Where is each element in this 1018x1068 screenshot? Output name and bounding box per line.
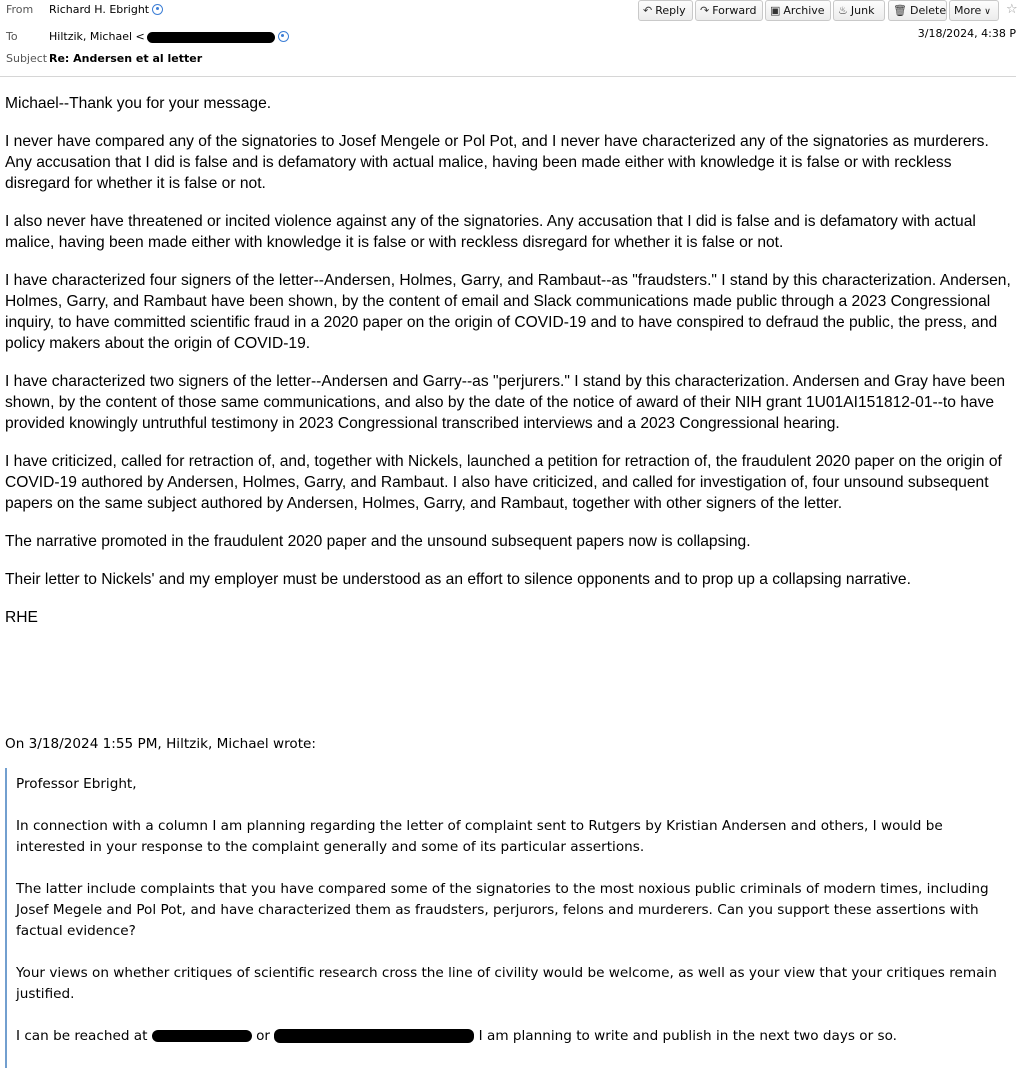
chevron-down-icon: ∨ (984, 7, 991, 17)
redaction-mark (147, 32, 275, 43)
body-paragraph: The narrative promoted in the fraudulent 2020 paper and the unsound subsequent papers now is collapsing. (5, 533, 751, 550)
archive-label: Archive (783, 4, 825, 17)
from-label: From (6, 3, 34, 16)
forward-arrow-icon: ↷ (700, 4, 710, 17)
to-name[interactable]: Hiltzik, Michael < (49, 30, 145, 43)
reply-label: Reply (655, 4, 686, 17)
quote-attribution: On 3/18/2024 1:55 PM, Hiltzik, Michael wrote: (5, 736, 316, 752)
from-name[interactable]: Richard H. Ebright (49, 3, 150, 16)
contact-line-start: I can be reached at (16, 1028, 148, 1044)
quoted-message (5, 768, 1015, 1068)
junk-label: Junk (850, 4, 875, 17)
redacted-email-link[interactable] (274, 1029, 474, 1043)
reply-arrow-icon: ↶ (643, 4, 653, 17)
forward-button[interactable] (695, 0, 763, 21)
quoted-paragraph: The latter include complaints that you have compared some of the signatories to the most noxious public criminals of modern times, including Josef Megele and Pol Pot, and have characterized them as fraudsters, perjurors, felons and murderers. Can you support these assertions with factual evidence? (16, 881, 989, 939)
to-value[interactable] (49, 27, 289, 47)
trash-icon: 🗑 (893, 4, 907, 17)
message-date: 3/18/2024, 4:38 P (917, 27, 1016, 40)
delete-label: Delete (909, 4, 947, 17)
body-paragraph: I have criticized, called for retraction of, and, together with Nickels, launched a petition for retraction of, the fraudulent 2020 paper on the origin of COVID-19 authored by Andersen, Holmes, Garry, and Rambaut. I also have criticized, and called for investigation of, four unsound subsequent papers on the same subject authored by Andersen, Holmes, Garry, and Rambaut, together with other signers of the letter. (5, 453, 1002, 512)
message-header (0, 0, 1016, 77)
to-label: To (6, 30, 18, 43)
archive-box-icon: ▣ (770, 4, 781, 17)
archive-button[interactable] (765, 0, 831, 21)
reply-button[interactable] (638, 0, 693, 21)
body-paragraph: Their letter to Nickels' and my employer must be understood as an effort to silence opponents and to prop up a collapsing narrative. (5, 571, 911, 588)
contact-icon[interactable] (278, 31, 289, 42)
contact-line-or: or (256, 1028, 270, 1044)
from-value[interactable] (49, 0, 163, 20)
delete-button[interactable] (888, 0, 947, 21)
subject-label: Subject (6, 52, 48, 65)
forward-label: Forward (712, 4, 757, 17)
subject-value: Re: Andersen et al letter (49, 52, 203, 65)
body-paragraph: I have characterized two signers of the letter--Andersen and Garry--as "perjurers." I stand by this characterization. Andersen and Gray have been shown, by the content of those same communications, and also by the date of the notice of award of their NIH grant 1U01AI151812-01--to have provided knowingly untruthful testimony in 2023 Congressional transcribed interviews and a 2023 Congressional hearing. (5, 373, 1006, 432)
more-button[interactable] (949, 0, 999, 21)
quoted-paragraph: Professor Ebright, (16, 776, 137, 792)
contact-line-end: I am planning to write and publish in the next two days or so. (478, 1028, 897, 1044)
star-icon[interactable]: ☆ (1006, 2, 1018, 17)
junk-button[interactable] (833, 0, 885, 21)
body-paragraph: I also never have threatened or incited violence against any of the signatories. Any accusation that I did is false and is defamatory with actual malice, having been made either with knowledge it is false or with reckless disregard for whether it is false or not. (5, 213, 976, 251)
signoff: RHE (5, 609, 38, 626)
contact-icon[interactable] (152, 4, 163, 15)
quoted-paragraph: In connection with a column I am planning regarding the letter of complaint sent to Rutgers by Kristian Andersen and others, I would be interested in your response to the complaint generally and some of its particular assertions. (16, 818, 943, 855)
redaction-mark (152, 1030, 252, 1042)
quoted-paragraph: Your views on whether critiques of scientific research cross the line of civility would be welcome, as well as your view that your critiques remain justified. (16, 965, 997, 1002)
more-label: More (954, 4, 982, 17)
quoted-contact-line (16, 1026, 1006, 1047)
body-paragraph: Michael--Thank you for your message. (5, 95, 272, 112)
junk-flame-icon: ♨ (838, 4, 848, 17)
quoted-message-content (16, 774, 1006, 1068)
body-paragraph: I never have compared any of the signatories to Josef Mengele or Pol Pot, and I never have characterized any of the signatories as murderers. Any accusation that I did is false and is defamatory with actual malice, having been made either with knowledge it is false or with reckless disregard for whether it is false or not. (5, 133, 989, 192)
message-body (5, 93, 1013, 645)
body-paragraph: I have characterized four signers of the letter--Andersen, Holmes, Garry, and Rambaut--as "fraudsters." I stand by this characterization. Andersen, Holmes, Garry, and Rambaut have been shown, by the content of email and Slack communications made public through a 2023 Congressional inquiry, to have committed scientific fraud in a 2020 paper on the origin of COVID-19 and to have conspired to defraud the public, the press, and policy makers about the origin of COVID-19. (5, 272, 1011, 352)
